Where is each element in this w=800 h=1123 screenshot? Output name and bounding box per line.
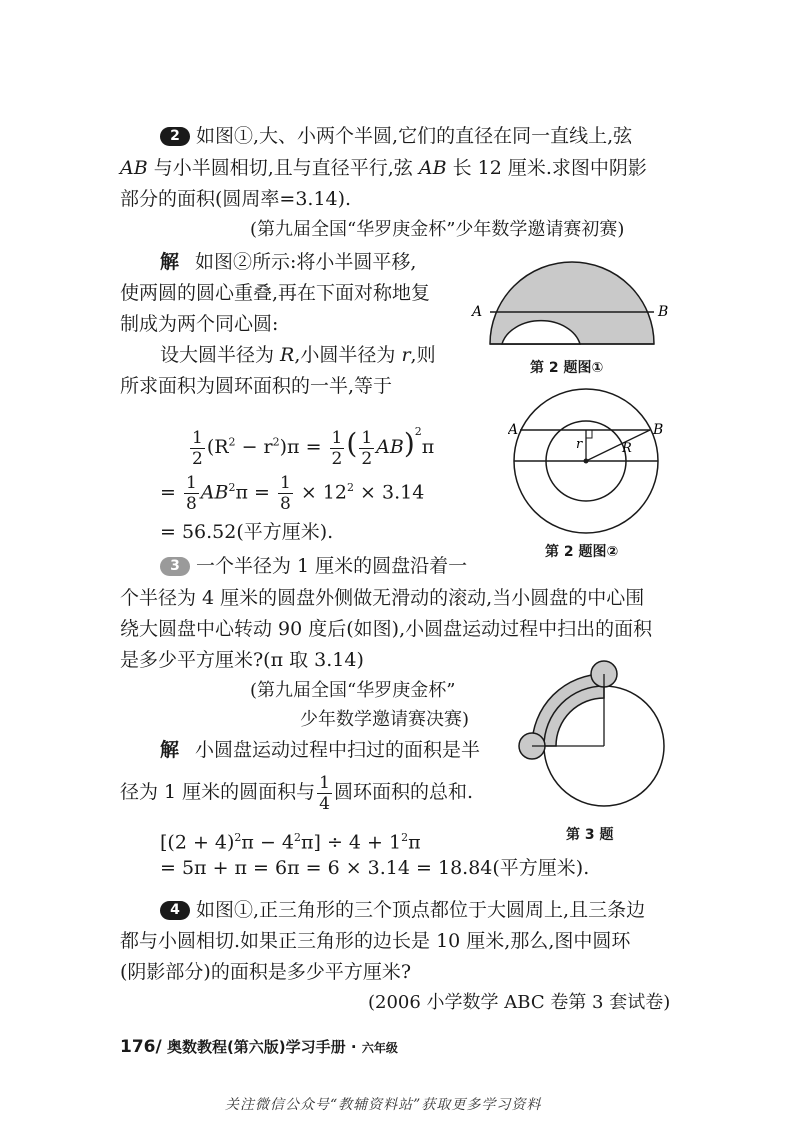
problem-3-line-1: 3 一个半径为 1 厘米的圆盘沿着一 [160, 554, 467, 578]
problem-3-line-4: 是多少平方厘米?(π 取 3.14) [120, 649, 364, 671]
solution-2-line-3: 制成为两个同心圆: [120, 313, 279, 335]
right-angle-mark [586, 430, 592, 438]
label-b: B [658, 304, 669, 320]
solution-2-line-5: 所求面积为圆环面积的一半,等于 [120, 375, 393, 397]
figure-2-2 [508, 386, 668, 536]
label-a: A [508, 422, 519, 438]
problem-4-source: (2006 小学数学 ABC 卷第 3 套试卷) [368, 992, 671, 1013]
solution-2-line-1: 解 如图②所示:将小半圆平移, [160, 251, 417, 273]
label-b: B [653, 422, 664, 438]
label-r: r [576, 437, 583, 452]
formula-2-2: = $\frac{1}{8}$ $AB^2\pi$ = $\frac{1}{8}$ × $12^2 \times 3.14$ [160, 472, 425, 514]
problem-4-line-1: 4 如图①,正三角形的三个顶点都位于大圆周上,且三条边 [160, 898, 645, 922]
solution-2-line-2: 使两圆的圆心重叠,再在下面对称地复 [120, 282, 431, 304]
figure-3-caption: 第 3 题 [566, 827, 614, 843]
label-R: R [622, 441, 632, 456]
equation-3-2: = 5π + π = 6π = 6 × 3.14 = 18.84(平方厘米). [160, 857, 590, 879]
grade-label: 六年级 [361, 1041, 398, 1055]
problem-3-line-2: 个半径为 4 厘米的圆盘外侧做无滑动的滚动,当小圆盘的中心围 [120, 587, 645, 609]
figure-2-2-caption: 第 2 题图② [545, 544, 619, 560]
problem-4-line-3: (阴影部分)的面积是多少平方厘米? [120, 961, 412, 983]
solution-label: 解 [160, 251, 180, 273]
problem-3-source-1: (第九届全国“华罗庚金杯” [250, 680, 456, 701]
page-footer: 176/ 奥数教程(第六版)学习手册 · 六年级 [120, 1037, 398, 1057]
problem-2-source: (第九届全国“华罗庚金杯”少年数学邀请赛初赛) [250, 219, 625, 240]
problem-number-badge: 4 [160, 901, 190, 920]
fraction-quarter: $\frac{1}{4}$ [319, 772, 330, 814]
center-point [584, 459, 589, 464]
problem-number-badge: 3 [160, 557, 190, 576]
problem-3-source-2: 少年数学邀请赛决赛) [300, 709, 470, 730]
figure-3 [508, 654, 668, 819]
solution-label: 解 [160, 739, 180, 761]
problem-3-line-3: 绕大圆盘中心转动 90 度后(如图),小圆盘运动过程中扫出的面积 [120, 618, 653, 640]
radius-R [586, 430, 650, 461]
problem-2-line-2: AB 与小半圆相切,且与直径平行,弦 AB 长 12 厘米.求图中阴影 [120, 157, 647, 179]
problem-number-badge: 2 [160, 127, 190, 146]
solution-2-line-4: 设大圆半径为 R,小圆半径为 r,则 [160, 344, 436, 366]
problem-2-line-3: 部分的面积(圆周率=3.14). [120, 188, 352, 210]
swept-ring-shaded [532, 674, 604, 746]
book-title: 奥数教程(第六版)学习手册 [166, 1038, 346, 1056]
formula-2-1: $\frac{1}{2}$ $(R^2 - r^2)\pi$ = $\frac{1}{2}$ ( $\frac{1}{2}$ AB)$^2$π [192, 425, 435, 469]
page-number: 176/ [120, 1037, 162, 1057]
problem-2-line-1: 2 如图①,大、小两个半圆,它们的直径在同一直线上,弦 [160, 124, 632, 148]
problem-4-line-2: 都与小圆相切.如果正三角形的边长是 10 厘米,那么,图中圆环 [120, 930, 631, 952]
watermark-text: 关注微信公众号“教辅资料站”获取更多学习资料 [225, 1097, 542, 1113]
solution-3-line-2: 径为 1 厘米的圆面积与 $\frac{1}{4}$ 圆环面积的总和. [120, 772, 474, 814]
solution-3-line-1: 解 小圆盘运动过程中扫过的面积是半 [160, 739, 481, 761]
label-a: A [472, 304, 483, 320]
fraction-half: $\frac{1}{2}$ [192, 427, 203, 469]
figure-2-1 [470, 248, 680, 348]
equation-3-1: $[(2 + 4)^2\pi - 4^2\pi] \div 4 + 1^2\pi$ [160, 831, 421, 854]
figure-2-1-caption: 第 2 题图① [530, 360, 604, 376]
formula-2-3: = 56.52(平方厘米). [160, 521, 334, 543]
